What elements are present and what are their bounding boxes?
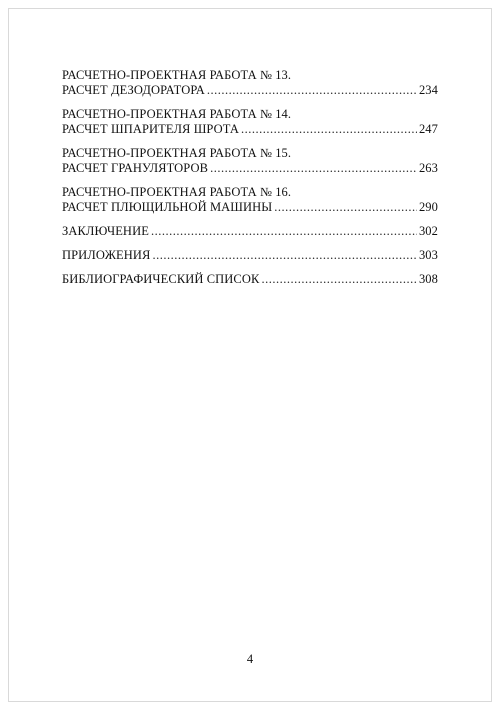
toc-page-number: 290 bbox=[418, 200, 438, 214]
toc-entry-subtitle: РАСЧЕТ ШПАРИТЕЛЯ ШРОТА bbox=[62, 122, 239, 136]
dot-leader bbox=[152, 248, 417, 263]
toc-entry-line bbox=[62, 248, 438, 263]
toc-entry-title: ПРИЛОЖЕНИЯ bbox=[62, 248, 151, 262]
toc-entry-16[interactable] bbox=[62, 185, 438, 215]
toc-entry-subtitle: РАСЧЕТ ПЛЮЩИЛЬНОЙ МАШИНЫ bbox=[62, 200, 273, 214]
toc-entry-line bbox=[62, 161, 438, 176]
toc-entry-subtitle: РАСЧЕТ ДЕЗОДОРАТОРА bbox=[62, 83, 205, 97]
toc-page-number: 234 bbox=[418, 83, 438, 97]
dot-leader bbox=[261, 272, 417, 287]
toc-entry-bibliography[interactable] bbox=[62, 272, 438, 287]
toc-entry-title: РАСЧЕТНО-ПРОЕКТНАЯ РАБОТА № 16. bbox=[62, 185, 292, 199]
toc-entry-line bbox=[62, 200, 438, 215]
toc-page-number: 302 bbox=[418, 224, 438, 238]
dot-leader bbox=[210, 161, 417, 176]
table-of-contents bbox=[62, 68, 438, 296]
dot-leader bbox=[151, 224, 417, 239]
toc-entry-title: БИБЛИОГРАФИЧЕСКИЙ СПИСОК bbox=[62, 272, 260, 286]
toc-entry-title: РАСЧЕТНО-ПРОЕКТНАЯ РАБОТА № 14. bbox=[62, 107, 292, 121]
dot-leader bbox=[274, 200, 417, 215]
dot-leader bbox=[241, 122, 417, 137]
page-number: 4 bbox=[246, 652, 254, 666]
toc-page-number: 308 bbox=[418, 272, 438, 286]
toc-page-number: 303 bbox=[418, 248, 438, 262]
toc-entry-15[interactable] bbox=[62, 146, 438, 176]
toc-entry-line bbox=[62, 83, 438, 98]
toc-entry-line bbox=[62, 122, 438, 137]
toc-page-number: 263 bbox=[418, 161, 438, 175]
toc-entry-conclusion[interactable] bbox=[62, 224, 438, 239]
toc-entry-title: РАСЧЕТНО-ПРОЕКТНАЯ РАБОТА № 15. bbox=[62, 146, 292, 160]
toc-entry-14[interactable] bbox=[62, 107, 438, 137]
toc-entry-title: ЗАКЛЮЧЕНИЕ bbox=[62, 224, 149, 238]
toc-entry-appendices[interactable] bbox=[62, 248, 438, 263]
toc-entry-line bbox=[62, 272, 438, 287]
dot-leader bbox=[207, 83, 417, 98]
toc-page-number: 247 bbox=[418, 122, 438, 136]
toc-entry-subtitle: РАСЧЕТ ГРАНУЛЯТОРОВ bbox=[62, 161, 209, 175]
toc-entry-13[interactable] bbox=[62, 68, 438, 98]
toc-entry-line bbox=[62, 224, 438, 239]
toc-entry-title: РАСЧЕТНО-ПРОЕКТНАЯ РАБОТА № 13. bbox=[62, 68, 292, 82]
